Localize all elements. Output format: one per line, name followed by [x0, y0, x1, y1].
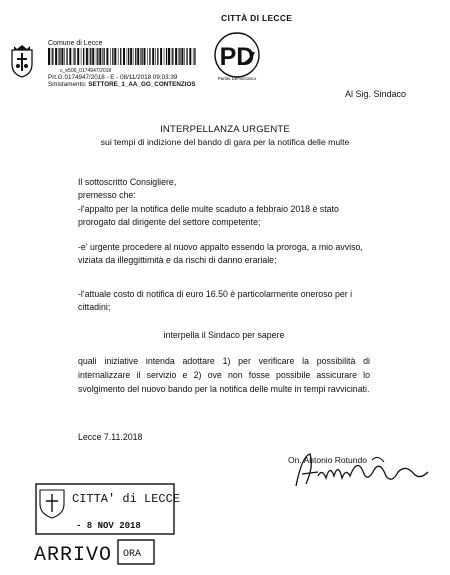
pd-logo-letters: PD	[219, 43, 255, 71]
arrival-stamp	[30, 482, 180, 572]
stamp-ora-label: ORA	[123, 549, 142, 560]
smistamento-line	[48, 81, 196, 88]
paragraph-intro: Il sottoscritto Consigliere,	[78, 177, 177, 187]
paragraph-premesso: premesso che:	[78, 190, 136, 200]
barcode-text: c_e506_0174947/2018	[60, 68, 112, 74]
document-subtitle: sui tempi di indizione del bando di gara per la notifica delle multe	[100, 137, 350, 147]
handwritten-signature-icon	[288, 446, 438, 494]
smistamento-value: SETTORE_1_AA_GG_CONTENZIOS	[88, 81, 196, 88]
paragraph-urgenza: -e' urgente procedere al nuovo appalto essendo la proroga, a mio avviso, viziata da illeggittimità e da rischi di danno erariale;	[78, 242, 363, 265]
coat-of-arms-icon	[8, 44, 36, 78]
paragraph-costo: -l'attuale costo di notifica di euro 16.50 è particolarmente oneroso per i cittadini;	[78, 289, 353, 312]
stamp-arrivo-label: ARRIVO	[34, 544, 113, 567]
recipient: Al Sig. Sindaco	[345, 89, 407, 99]
signer-name: On. Antonio Rotundo	[288, 455, 367, 465]
protocol-number: Prt.G.0174947/2018 - E - 08/11/2018 09:03:39	[48, 74, 178, 81]
paragraph-interpella: interpella il Sindaco per sapere	[163, 330, 285, 340]
city-header: CITTÀ DI LECCE	[221, 13, 293, 23]
paragraph-iniziative: quali iniziative intenda adottare 1) per verificare la possibilità di internalizzare il servizio e 2) ove non fosse possibile assicurare lo svolgimento del nuovo bando per la notifica delle multe in tempi ravvicinati.	[78, 356, 370, 394]
barcode-icon	[48, 48, 198, 65]
stamp-city: CITTA' di LECCE	[72, 492, 180, 506]
protocol-stamp	[8, 40, 196, 98]
pd-logo-caption: Partito Democratico	[217, 76, 257, 81]
pd-logo-icon	[205, 32, 269, 82]
smistamento-label: Smistamento:	[48, 81, 87, 88]
paragraph-appalto: -l'appalto per la notifica delle multe scaduto a febbraio 2018 è stato prorogato dal dirigente del settore competente;	[78, 204, 339, 227]
comune-label: Comune di Lecce	[48, 40, 103, 47]
place-date: Lecce 7.11.2018	[78, 432, 143, 442]
document-title: INTERPELLANZA URGENTE	[160, 124, 290, 135]
stamp-date: - 8 NOV 2018	[76, 521, 141, 531]
